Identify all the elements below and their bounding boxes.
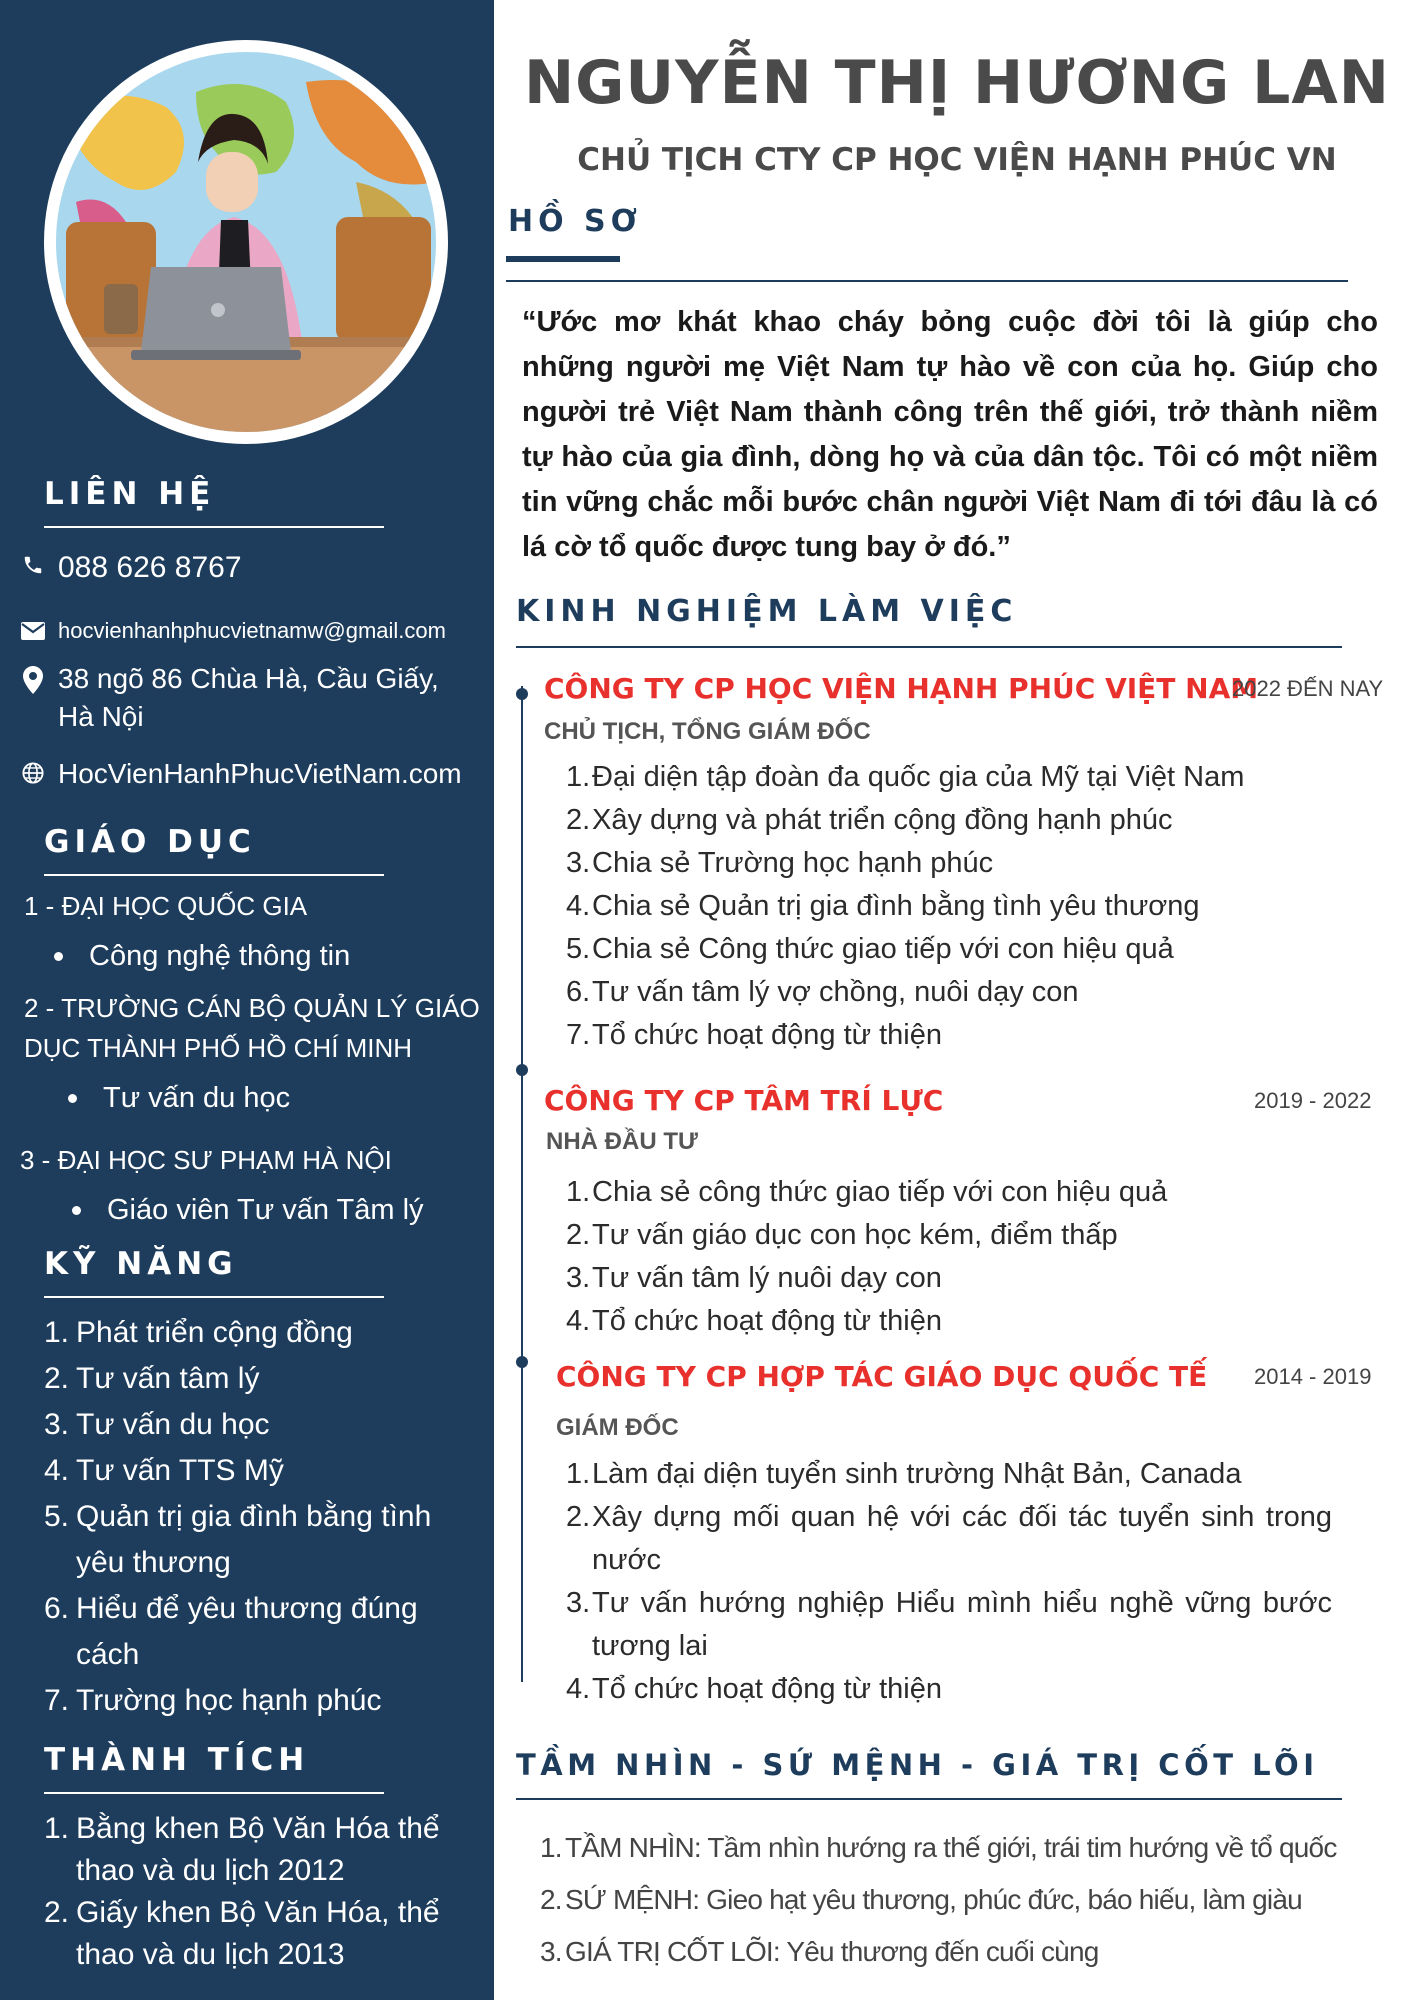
job-task-list	[566, 1171, 1167, 1343]
experience-heading: KINH NGHIỆM LÀM VIỆC	[516, 594, 1018, 629]
achievements-heading: THÀNH TÍCH	[44, 1742, 310, 1778]
bullet-dot	[54, 952, 63, 961]
list-item: 3. Tư vấn tâm lý nuôi dạy con	[566, 1262, 942, 1294]
sidebar	[0, 0, 494, 2000]
list-item: 6. Tư vấn tâm lý vợ chồng, nuôi dạy con	[566, 976, 1079, 1008]
job-role: NHÀ ĐẦU TƯ	[546, 1128, 698, 1155]
list-item: 4. Tổ chức hoạt động từ thiện	[566, 1673, 942, 1705]
contact-website-row	[20, 756, 462, 792]
mail-icon	[20, 616, 46, 646]
list-item: 2. Xây dựng và phát triển cộng đồng hạnh phúc	[566, 804, 1173, 836]
list-item: 2. Giấy khen Bộ Văn Hóa, thể thao và du lịch 2013	[44, 1896, 440, 1971]
list-item: 2. SỨ MỆNH: Gieo hạt yêu thương, phúc đức, báo hiếu, làm giàu	[540, 1884, 1302, 1915]
phone-icon	[20, 550, 46, 580]
job-role: GIÁM ĐỐC	[556, 1414, 679, 1441]
email-address[interactable]: hocvienhanhphucvietnamw@gmail.com	[58, 618, 446, 643]
globe-icon	[20, 758, 46, 788]
education-heading: GIÁO DỤC	[44, 824, 256, 860]
education-detail-text: Tư vấn du học	[103, 1081, 291, 1114]
list-item: 4. Tư vấn TTS Mỹ	[44, 1454, 284, 1487]
vision-list	[540, 1822, 1337, 1978]
education-detail-text: Công nghệ thông tin	[89, 939, 351, 972]
list-item: 1. Chia sẻ công thức giao tiếp với con hiệu quả	[566, 1176, 1168, 1208]
contact-address-row	[20, 660, 460, 736]
list-item: 3. GIÁ TRỊ CỐT LÕI: Yêu thương đến cuối cùng	[540, 1936, 1099, 1967]
bullet-dot	[72, 1206, 81, 1215]
contact-divider	[44, 526, 384, 528]
job-date: 2014 - 2019	[1254, 1364, 1372, 1389]
profile-photo-illustration	[56, 52, 436, 432]
job-date: 2022 ĐẾN NAY	[1232, 676, 1384, 701]
list-item: 7. Trường học hạnh phúc	[44, 1684, 382, 1717]
job-date: 2019 - 2022	[1254, 1088, 1372, 1113]
job-company: CÔNG TY CP TÂM TRÍ LỰC	[544, 1084, 944, 1117]
list-item: 1. Phát triển cộng đồng	[44, 1316, 353, 1349]
job-task-list	[566, 1453, 1336, 1711]
phone-number[interactable]: 088 626 8767	[58, 551, 242, 584]
timeline-line	[521, 686, 523, 1682]
list-item: 2. Tư vấn giáo dục con học kém, điểm thấp	[566, 1219, 1118, 1251]
contact-heading: LIÊN HỆ	[44, 476, 216, 512]
education-item-title: 3 - ĐẠI HỌC SƯ PHẠM HÀ NỘI	[20, 1145, 392, 1175]
timeline-dot	[516, 1356, 528, 1368]
contact-phone-row	[20, 548, 242, 588]
bullet-dot	[68, 1094, 77, 1103]
job-company: CÔNG TY CP HỢP TÁC GIÁO DỤC QUỐC TẾ	[556, 1360, 1208, 1393]
achievements-divider	[44, 1792, 384, 1794]
profile-quote: “Ước mơ khát khao cháy bỏng cuộc đời tôi là giúp cho những người mẹ Việt Nam tự hào về con của họ. Giúp cho người trẻ Việt Nam thành công trên thế giới, trở thành niềm tự hào của gia đình, dòng họ và của dân tộc. Tôi có một niềm tin vững chắc mỗi bước chân người Việt Nam đi tới đâu là có lá cờ tổ quốc được tung bay ở đó.”	[522, 306, 1378, 563]
list-item: 3. Chia sẻ Trường học hạnh phúc	[566, 847, 994, 879]
education-detail-text: Giáo viên Tư vấn Tâm lý	[107, 1193, 424, 1226]
list-item: 4. Tổ chức hoạt động từ thiện	[566, 1305, 942, 1337]
vision-heading: TẦM NHÌN - SỨ MỆNH - GIÁ TRỊ CỐT LÕI	[516, 1748, 1319, 1782]
list-item: 4. Chia sẻ Quản trị gia đình bằng tình yêu thương	[566, 890, 1200, 922]
address-text: 38 ngõ 86 Chùa Hà, Cầu Giấy, Hà Nội	[58, 663, 439, 732]
education-item-detail	[54, 936, 350, 976]
location-pin-icon	[20, 662, 46, 698]
profile-heading: HỒ SƠ	[508, 204, 642, 239]
profile-heading-underline	[506, 256, 620, 262]
list-item: 2. Xây dựng mối quan hệ với các đối tác tuyển sinh trong nước	[566, 1501, 1332, 1576]
timeline-dot	[516, 688, 528, 700]
list-item: 6. Hiểu để yêu thương đúng cách	[44, 1592, 418, 1671]
list-item: 1. TẦM NHÌN: Tầm nhìn hướng ra thế giới, trái tim hướng về tổ quốc	[540, 1832, 1337, 1863]
education-item-detail	[68, 1078, 290, 1118]
achievements-list	[44, 1808, 454, 1976]
website-link[interactable]: HocVienHanhPhucVietNam.com	[58, 758, 462, 789]
profile-photo	[56, 52, 436, 432]
vision-divider	[516, 1798, 1342, 1800]
experience-divider	[516, 646, 1342, 648]
person-name: NGUYỄN THỊ HƯƠNG LAN	[523, 48, 1391, 118]
skills-list	[44, 1310, 464, 1724]
education-item-title: 1 - ĐẠI HỌC QUỐC GIA	[24, 891, 308, 921]
job-company: CÔNG TY CP HỌC VIỆN HẠNH PHÚC VIỆT NAM	[544, 672, 1259, 705]
job-role: CHỦ TỊCH, TỔNG GIÁM ĐỐC	[544, 718, 871, 745]
profile-divider	[506, 280, 1348, 282]
skills-divider	[44, 1296, 384, 1298]
skills-heading: KỸ NĂNG	[44, 1246, 238, 1282]
contact-email-row	[20, 614, 446, 648]
list-item: 3. Tư vấn hướng nghiệp Hiểu mình hiểu nghề vững bước tương lai	[566, 1587, 1332, 1662]
list-item: 1. Làm đại diện tuyển sinh trường Nhật Bản, Canada	[566, 1458, 1242, 1490]
list-item: 2. Tư vấn tâm lý	[44, 1362, 260, 1395]
list-item: 5. Quản trị gia đình bằng tình yêu thương	[44, 1500, 432, 1579]
education-item-detail	[72, 1190, 424, 1230]
education-divider	[44, 874, 384, 876]
education-item-title: 2 - TRƯỜNG CÁN BỘ QUẢN LÝ GIÁO DỤC THÀNH PHỐ HỒ CHÍ MINH	[24, 993, 480, 1063]
person-title: CHỦ TỊCH CTY CP HỌC VIỆN HẠNH PHÚC VN	[577, 142, 1337, 178]
list-item: 1. Bằng khen Bộ Văn Hóa thể thao và du lịch 2012	[44, 1812, 440, 1887]
list-item: 7. Tổ chức hoạt động từ thiện	[566, 1019, 942, 1051]
timeline-dot	[516, 1064, 528, 1076]
list-item: 5. Chia sẻ Công thức giao tiếp với con hiệu quả	[566, 933, 1174, 965]
list-item: 1. Đại diện tập đoàn đa quốc gia của Mỹ tại Việt Nam	[566, 761, 1245, 793]
job-task-list	[566, 756, 1244, 1057]
list-item: 3. Tư vấn du học	[44, 1408, 270, 1441]
